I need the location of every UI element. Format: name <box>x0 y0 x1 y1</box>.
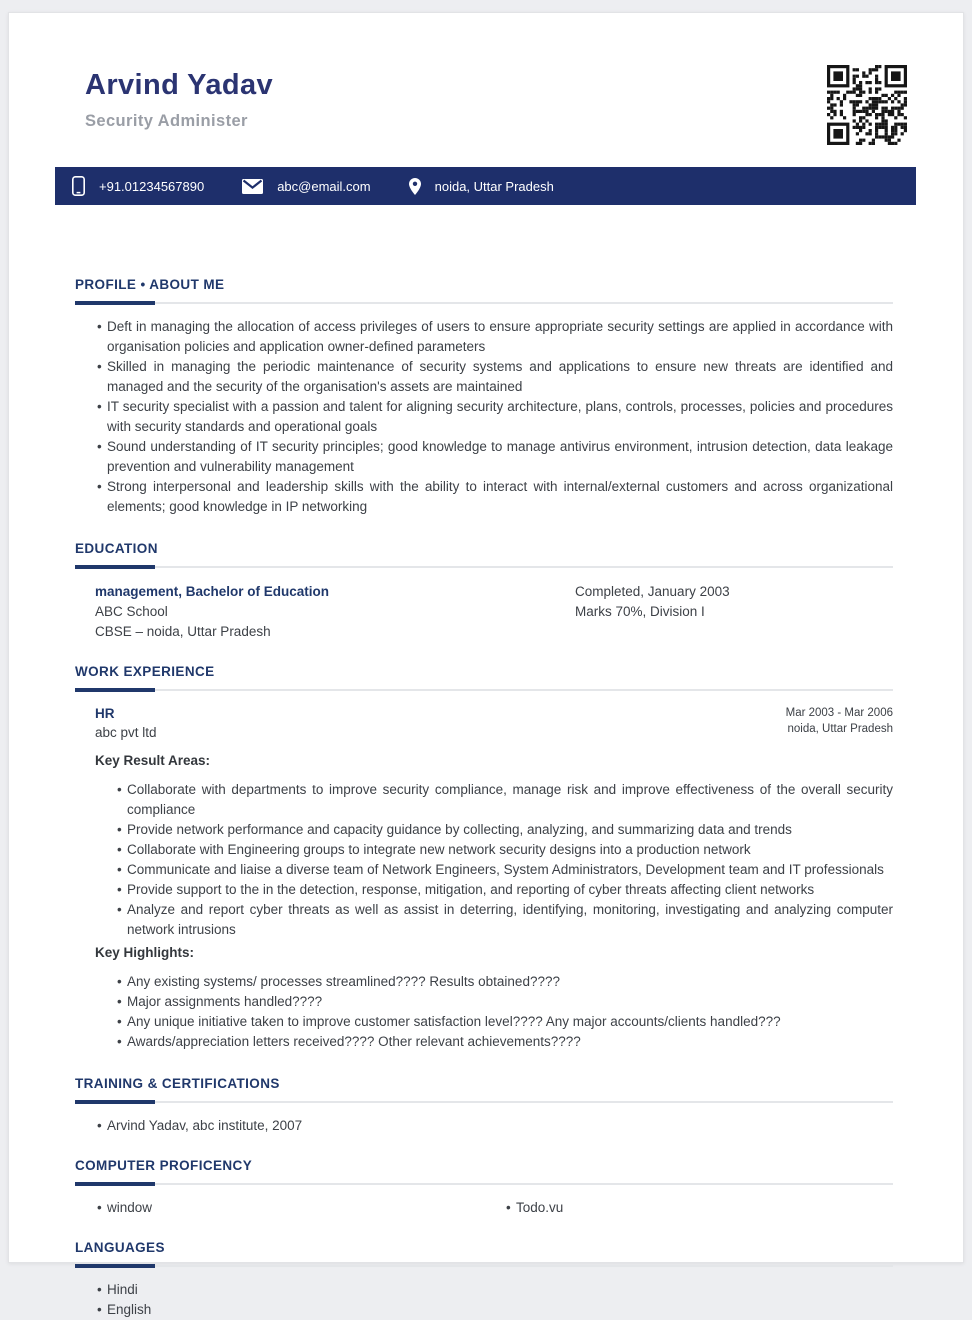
key-results-list <box>75 780 893 940</box>
completion-date: Completed, January 2003 <box>575 584 730 599</box>
list-item: • Communicate and liaise a diverse team of Network Engineers, System Administrators, Development team and IT professionals <box>127 860 893 880</box>
underline-accent <box>75 301 155 305</box>
work-meta <box>786 704 893 742</box>
section-computer-proficiency <box>75 1158 893 1218</box>
school-name: ABC School <box>95 604 168 619</box>
marks-division: Marks 70%, Division I <box>575 604 705 619</box>
underline-accent <box>75 1100 155 1104</box>
section-heading-education: EDUCATION <box>75 541 158 556</box>
list-item: • Strong interpersonal and leadership skills with the ability to interact with internal/external customers and across organizational elements; good knowledge in IP networking <box>107 477 893 517</box>
computer-skill-columns <box>75 1185 893 1218</box>
education-meta <box>575 582 730 642</box>
section-work-experience <box>75 664 893 1052</box>
list-item: • Any unique initiative taken to improve customer satisfaction level???? Any major accounts/clients handled??? <box>127 1012 893 1032</box>
contact-email <box>242 179 370 194</box>
section-heading-computer: COMPUTER PROFICENCY <box>75 1158 253 1173</box>
section-heading-training: TRAINING & CERTIFICATIONS <box>75 1076 280 1091</box>
list-item: • Provide support to the in the detection, response, mitigation, and reporting of cyber threats affecting client networks <box>127 880 893 900</box>
training-list <box>75 1116 893 1136</box>
underline-accent <box>75 565 155 569</box>
skill-column <box>75 1185 484 1218</box>
work-dates: Mar 2003 - Mar 2006 <box>785 707 893 719</box>
section-training <box>75 1076 893 1136</box>
resume-page <box>8 12 964 1317</box>
skill-list <box>484 1198 893 1218</box>
section-heading-languages: LANGUAGES <box>75 1240 165 1255</box>
section-underline <box>75 566 893 568</box>
section-underline <box>75 689 893 691</box>
contact-location <box>409 178 554 195</box>
section-languages <box>75 1240 893 1320</box>
key-highlights-label: Key Highlights: <box>95 945 195 960</box>
location-text: noida, Uttar Pradesh <box>434 178 554 194</box>
education-details <box>75 582 575 642</box>
list-item: • IT security specialist with a passion and talent for aligning security architecture, plans, controls, processes, policies and procedures with security standards and operational goals <box>107 397 893 437</box>
section-education <box>75 541 893 642</box>
company-name: abc pvt ltd <box>95 725 157 740</box>
list-item: • English <box>107 1300 893 1320</box>
resume-header <box>9 13 963 131</box>
person-name: Arvind Yadav <box>85 69 274 101</box>
phone-text: +91.01234567890 <box>99 178 205 194</box>
section-underline <box>75 1265 893 1267</box>
underline-accent <box>75 1182 155 1186</box>
email-icon <box>242 179 263 194</box>
key-result-areas-label: Key Result Areas: <box>95 753 211 768</box>
list-item: • Major assignments handled???? <box>127 992 893 1012</box>
section-profile <box>75 277 893 517</box>
degree-name: management, Bachelor of Education <box>95 584 330 599</box>
list-item: • Awards/appreciation letters received???? Other relevant achievements???? <box>127 1032 893 1052</box>
section-underline <box>75 1183 893 1185</box>
qr-code <box>827 65 907 145</box>
work-role-company <box>75 704 157 742</box>
list-item: • Arvind Yadav, abc institute, 2007 <box>107 1116 893 1136</box>
skill-list <box>75 1198 484 1218</box>
section-underline <box>75 1101 893 1103</box>
work-location: noida, Uttar Pradesh <box>787 723 893 735</box>
underline-accent <box>75 688 155 692</box>
section-heading-profile: PROFILE • ABOUT ME <box>75 277 225 292</box>
email-text: abc@email.com <box>277 178 371 194</box>
list-item: • Sound understanding of IT security principles; good knowledge to manage antivirus environment, intrusion detection, data leakage prevention and vulnerability management <box>107 437 893 477</box>
list-item: • Hindi <box>107 1280 893 1300</box>
section-heading-work: WORK EXPERIENCE <box>75 664 215 679</box>
board-location: CBSE – noida, Uttar Pradesh <box>95 624 271 639</box>
skill-column <box>484 1185 893 1218</box>
work-entry-header <box>75 704 893 742</box>
phone-icon <box>72 176 85 196</box>
list-item: • Provide network performance and capacity guidance by collecting, analyzing, and summarizing data and trends <box>127 820 893 840</box>
key-highlights-list <box>75 972 893 1052</box>
list-item: • Todo.vu <box>516 1198 893 1218</box>
list-item: • Skilled in managing the periodic maintenance of security systems and applications to ensure new threats are identified and managed and the security of the organisation's assets are maintained <box>107 357 893 397</box>
list-item: • Analyze and report cyber threats as well as assist in deterring, identifying, monitoring, investigating and analyzing computer network intrusions <box>127 900 893 940</box>
job-role: HR <box>95 706 115 721</box>
underline-accent <box>75 1264 155 1268</box>
list-item: • Any existing systems/ processes streamlined???? Results obtained???? <box>127 972 893 992</box>
location-pin-icon <box>409 178 421 195</box>
list-item: • Deft in managing the allocation of access privileges of users to ensure appropriate security settings are applied in accordance with organisation policies and application owner-defined parameters <box>107 317 893 357</box>
job-title: Security Administer <box>85 112 248 130</box>
list-item: • Collaborate with Engineering groups to integrate new network security designs into a production network <box>127 840 893 860</box>
language-list <box>75 1280 893 1320</box>
resume-body <box>75 277 893 1320</box>
contact-bar <box>55 167 916 205</box>
education-entry <box>75 582 893 642</box>
section-underline <box>75 302 893 304</box>
contact-phone <box>72 176 204 196</box>
list-item: • window <box>107 1198 484 1218</box>
profile-bullet-list <box>75 317 893 517</box>
list-item: • Collaborate with departments to improve security compliance, manage risk and improve effectiveness of the overall security compliance <box>127 780 893 820</box>
